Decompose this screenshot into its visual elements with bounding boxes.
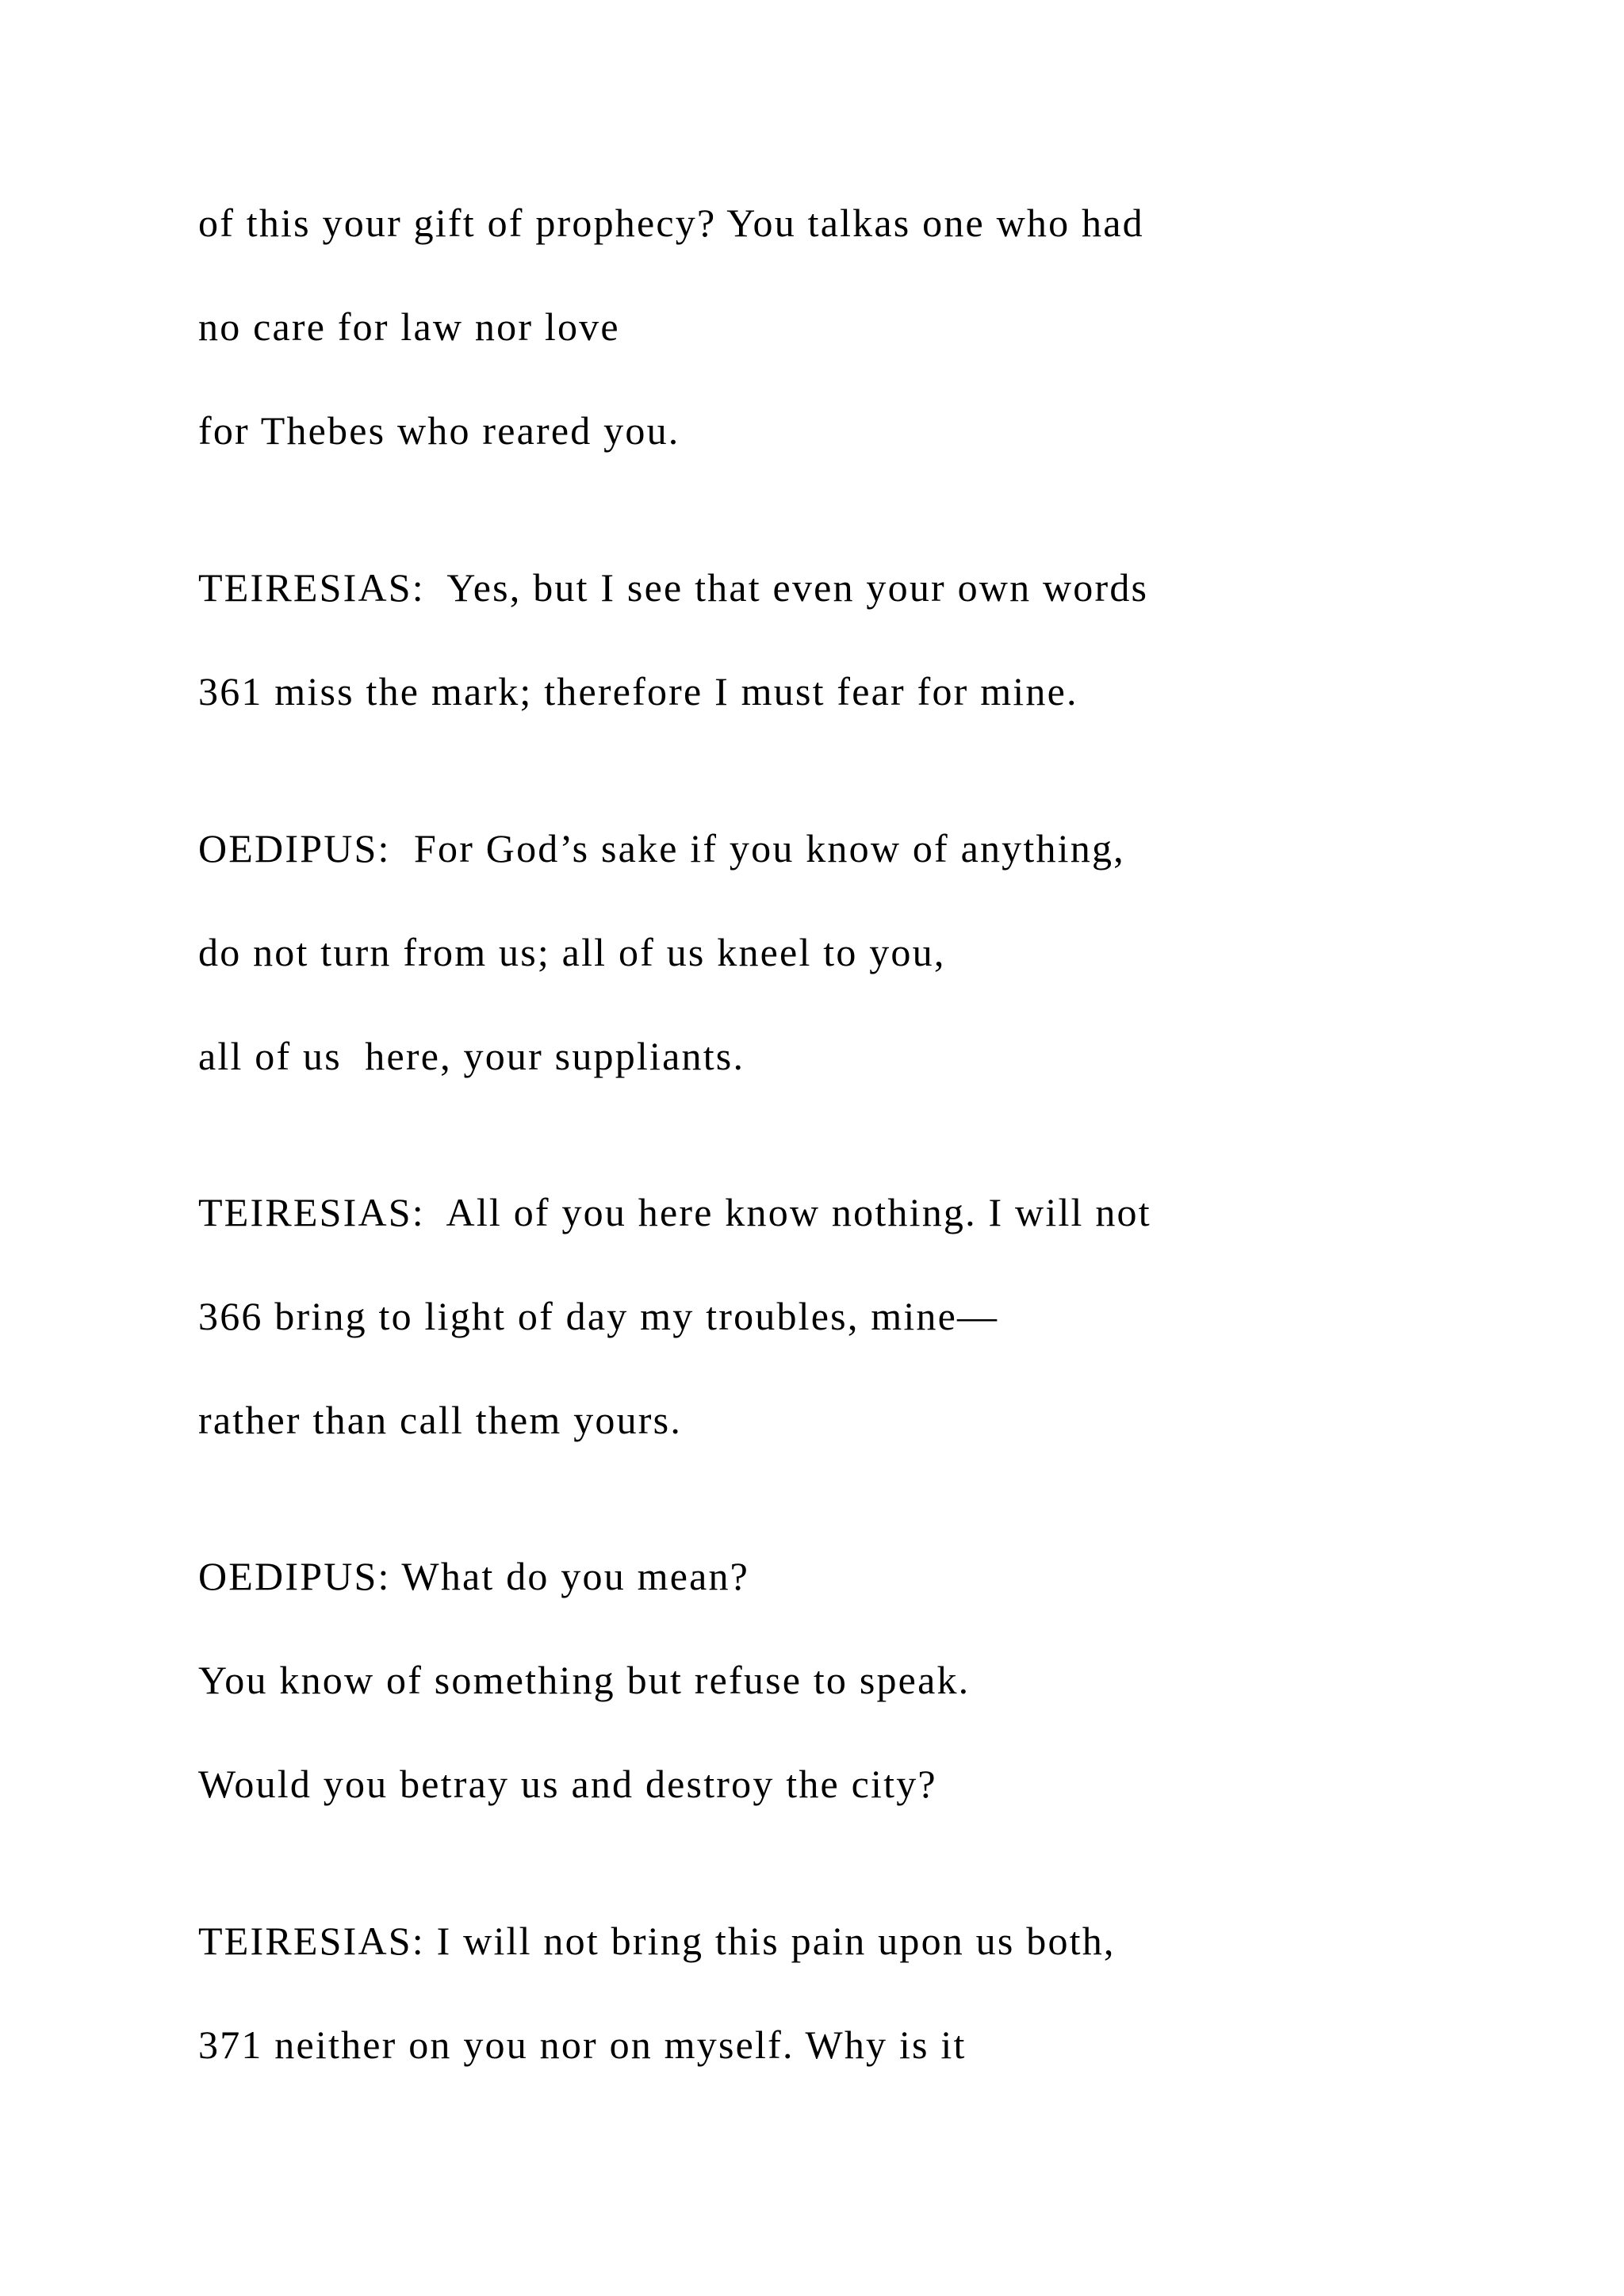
text-line: all of us here, your suppliants. [198, 1034, 745, 1078]
text-line: rather than call them yours. [198, 1398, 683, 1442]
text-line: Would you betray us and destroy the city? [198, 1762, 937, 1806]
text-line: OEDIPUS: What do you mean? [198, 1554, 750, 1598]
text-line: You know of something but refuse to speak. [198, 1658, 971, 1702]
text-line: no care for law nor love [198, 304, 620, 349]
text-line: 371 neither on you nor on myself. Why is it [198, 2022, 967, 2067]
text-line: 361 miss the mark; therefore I must fear for mine. [198, 669, 1078, 714]
text-line: of this your gift of prophecy? You talkas one who had [198, 201, 1144, 245]
text-line: OEDIPUS: For God’s sake if you know of anything, [198, 826, 1125, 871]
text-line: for Thebes who reared you. [198, 408, 680, 453]
text-line: TEIRESIAS: I will not bring this pain upon us both, [198, 1919, 1116, 1963]
text-line: do not turn from us; all of us kneel to you, [198, 930, 946, 974]
text-line: TEIRESIAS: All of you here know nothing. I will not [198, 1190, 1151, 1234]
text-line: TEIRESIAS: Yes, but I see that even your own words [198, 565, 1149, 610]
text-line: 366 bring to light of day my troubles, mine— [198, 1294, 999, 1338]
